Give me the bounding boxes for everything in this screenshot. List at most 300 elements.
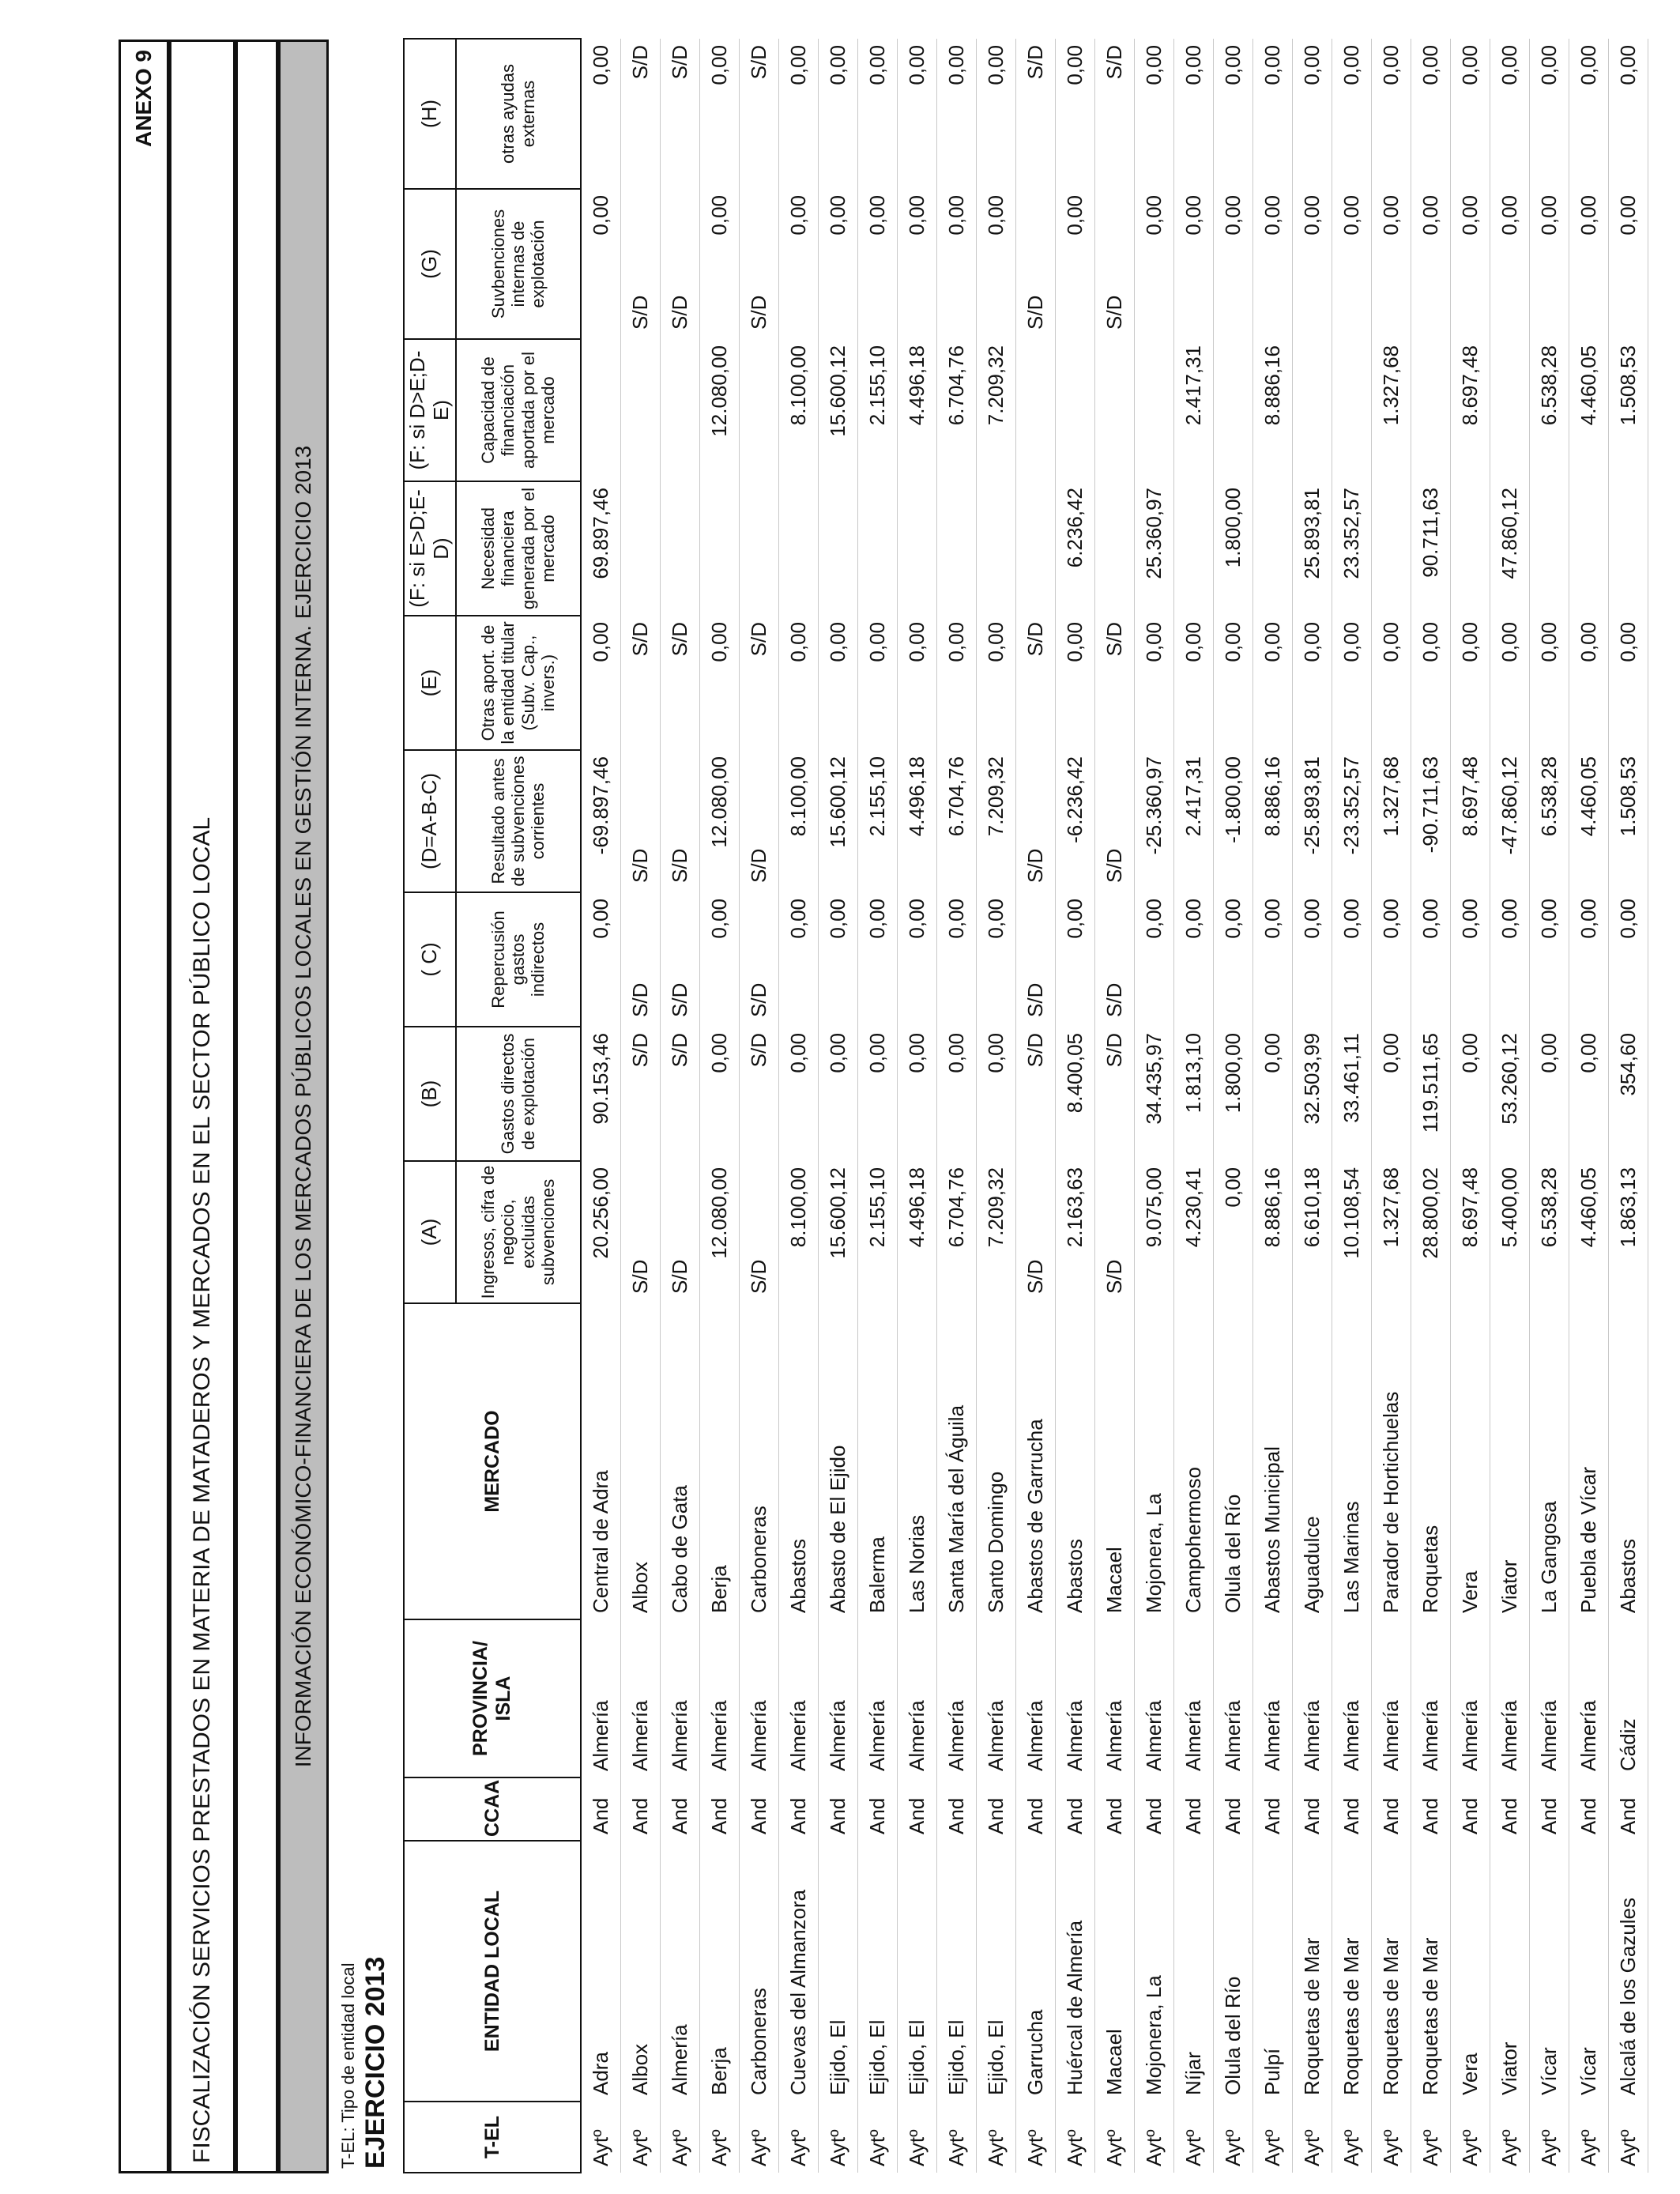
cell-c: 0,00 bbox=[1055, 892, 1094, 1027]
header-c-letter: ( C) bbox=[404, 892, 456, 1027]
header-h-desc: otras ayudas externas bbox=[456, 39, 581, 189]
cell-ccaa: And bbox=[1450, 1777, 1490, 1841]
cell-f1 bbox=[778, 481, 818, 616]
cell-a: 4.460,05 bbox=[1569, 1161, 1608, 1303]
cell-entidad: Ejido, El bbox=[897, 1841, 936, 2102]
cell-f2 bbox=[1332, 339, 1371, 481]
cell-entidad: Roquetas de Mar bbox=[1371, 1841, 1411, 2102]
cell-f2: 7.209,32 bbox=[976, 339, 1015, 481]
cell-f1 bbox=[857, 481, 897, 616]
section-title: INFORMACIÓN ECONÓMICO-FINANCIERA DE LOS MERCADOS PÚBLICOS LOCALES EN GESTIÓN INTERNA. EJERCICIO 2013 bbox=[291, 445, 315, 1768]
cell-a: S/D bbox=[1094, 1161, 1134, 1303]
cell-g: S/D bbox=[1094, 189, 1134, 339]
table-row bbox=[976, 39, 1015, 2173]
table-row bbox=[897, 39, 936, 2173]
header-g-desc: Suvbenciones internas de explotación bbox=[456, 189, 581, 339]
cell-ccaa: And bbox=[1569, 1777, 1608, 1841]
cell-entidad: Roquetas de Mar bbox=[1411, 1841, 1450, 2102]
cell-f1 bbox=[1252, 481, 1292, 616]
blank-bar bbox=[235, 40, 278, 2173]
cell-b: 0,00 bbox=[976, 1027, 1015, 1161]
cell-ccaa: And bbox=[1292, 1777, 1332, 1841]
cell-tel: Aytº bbox=[1252, 2102, 1292, 2173]
cell-a: 1.327,68 bbox=[1371, 1161, 1411, 1303]
cell-c: 0,00 bbox=[1173, 892, 1213, 1027]
cell-mercado: Abastos Municipal bbox=[1252, 1303, 1292, 1619]
cell-d: -90.711,63 bbox=[1411, 750, 1450, 892]
cell-c: 0,00 bbox=[778, 892, 818, 1027]
cell-entidad: Mojonera, La bbox=[1134, 1841, 1173, 2102]
cell-a: 5.400,00 bbox=[1490, 1161, 1529, 1303]
cell-d: S/D bbox=[1094, 750, 1134, 892]
cell-tel: Aytº bbox=[976, 2102, 1015, 2173]
cell-h: 0,00 bbox=[1055, 39, 1094, 189]
cell-f2 bbox=[1094, 339, 1134, 481]
cell-ccaa: And bbox=[1134, 1777, 1173, 1841]
cell-a: 0,00 bbox=[1213, 1161, 1252, 1303]
cell-f1 bbox=[1569, 481, 1608, 616]
header-f1-letter: (F: si E>D;E-D) bbox=[404, 481, 456, 616]
cell-entidad: Alcalá de los Gazules bbox=[1608, 1841, 1648, 2102]
cell-e: 0,00 bbox=[818, 616, 857, 750]
cell-h: S/D bbox=[1015, 39, 1055, 189]
cell-a: 9.075,00 bbox=[1134, 1161, 1173, 1303]
cell-ccaa: And bbox=[660, 1777, 699, 1841]
cell-a: 8.100,00 bbox=[778, 1161, 818, 1303]
cell-provincia: Almería bbox=[739, 1619, 778, 1777]
cell-c: 0,00 bbox=[936, 892, 976, 1027]
table-row bbox=[1134, 39, 1173, 2173]
cell-b: 0,00 bbox=[1450, 1027, 1490, 1161]
cell-f2 bbox=[581, 339, 621, 481]
cell-f2 bbox=[620, 339, 660, 481]
cell-h: 0,00 bbox=[1411, 39, 1450, 189]
cell-e: 0,00 bbox=[1490, 616, 1529, 750]
cell-b: 0,00 bbox=[897, 1027, 936, 1161]
cell-c: 0,00 bbox=[1529, 892, 1569, 1027]
cell-mercado: Viator bbox=[1490, 1303, 1529, 1619]
cell-f2: 4.460,05 bbox=[1569, 339, 1608, 481]
cell-b: 0,00 bbox=[1371, 1027, 1411, 1161]
cell-d: 15.600,12 bbox=[818, 750, 857, 892]
cell-entidad: Huércal de Almería bbox=[1055, 1841, 1094, 2102]
cell-h: 0,00 bbox=[936, 39, 976, 189]
cell-mercado: Abastos bbox=[1055, 1303, 1094, 1619]
header-b-desc: Gastos directos de explotación bbox=[456, 1027, 581, 1161]
cell-entidad: Carboneras bbox=[739, 1841, 778, 2102]
cell-provincia: Almería bbox=[699, 1619, 739, 1777]
cell-f1 bbox=[1529, 481, 1569, 616]
annex-bar bbox=[119, 40, 169, 2173]
cell-a: S/D bbox=[739, 1161, 778, 1303]
header-e-desc: Otras aport. de la entidad titular (Subv. Cap., invers.) bbox=[456, 616, 581, 750]
cell-tel: Aytº bbox=[1569, 2102, 1608, 2173]
cell-c: 0,00 bbox=[1608, 892, 1648, 1027]
cell-tel: Aytº bbox=[620, 2102, 660, 2173]
cell-provincia: Almería bbox=[581, 1619, 621, 1777]
cell-ccaa: And bbox=[1094, 1777, 1134, 1841]
cell-c: S/D bbox=[660, 892, 699, 1027]
cell-f1: 25.360,97 bbox=[1134, 481, 1173, 616]
cell-f2 bbox=[1213, 339, 1252, 481]
cell-g: 0,00 bbox=[1252, 189, 1292, 339]
cell-e: 0,00 bbox=[778, 616, 818, 750]
cell-provincia: Almería bbox=[1015, 1619, 1055, 1777]
cell-e: 0,00 bbox=[1134, 616, 1173, 750]
cell-h: S/D bbox=[660, 39, 699, 189]
cell-tel: Aytº bbox=[778, 2102, 818, 2173]
cell-a: 2.155,10 bbox=[857, 1161, 897, 1303]
cell-h: 0,00 bbox=[1450, 39, 1490, 189]
report-title: FISCALIZACIÓN SERVICIOS PRESTADOS EN MATERIA DE MATADEROS Y MERCADOS EN EL SECTOR PÚBLICO LOCAL bbox=[189, 816, 215, 2163]
cell-e: 0,00 bbox=[897, 616, 936, 750]
cell-f2 bbox=[1490, 339, 1529, 481]
cell-mercado: Carboneras bbox=[739, 1303, 778, 1619]
header-tel: T-EL bbox=[404, 2102, 581, 2173]
cell-provincia: Cádiz bbox=[1608, 1619, 1648, 1777]
header-d-letter: (D=A-B-C) bbox=[404, 750, 456, 892]
cell-ccaa: And bbox=[1608, 1777, 1648, 1841]
cell-b: 0,00 bbox=[778, 1027, 818, 1161]
cell-d: 6.538,28 bbox=[1529, 750, 1569, 892]
header-h-letter: (H) bbox=[404, 39, 456, 189]
cell-f2 bbox=[1292, 339, 1332, 481]
cell-c: 0,00 bbox=[1213, 892, 1252, 1027]
cell-tel: Aytº bbox=[1213, 2102, 1252, 2173]
cell-f1 bbox=[660, 481, 699, 616]
cell-c: 0,00 bbox=[897, 892, 936, 1027]
cell-e: 0,00 bbox=[581, 616, 621, 750]
cell-d: 8.886,16 bbox=[1252, 750, 1292, 892]
cell-g: 0,00 bbox=[1529, 189, 1569, 339]
cell-h: 0,00 bbox=[1569, 39, 1608, 189]
table-row bbox=[1450, 39, 1490, 2173]
cell-f1 bbox=[976, 481, 1015, 616]
header-d-desc: Resultado antes de subvenciones corrientes bbox=[456, 750, 581, 892]
cell-g: 0,00 bbox=[897, 189, 936, 339]
cell-f1: 69.897,46 bbox=[581, 481, 621, 616]
cell-h: 0,00 bbox=[857, 39, 897, 189]
cell-ccaa: And bbox=[581, 1777, 621, 1841]
cell-f1: 25.893,81 bbox=[1292, 481, 1332, 616]
rotated-page bbox=[119, 40, 1640, 2173]
cell-f1: 1.800,00 bbox=[1213, 481, 1252, 616]
cell-a: 15.600,12 bbox=[818, 1161, 857, 1303]
cell-h: 0,00 bbox=[1608, 39, 1648, 189]
cell-g: 0,00 bbox=[857, 189, 897, 339]
cell-provincia: Almería bbox=[1094, 1619, 1134, 1777]
report-title-bar bbox=[169, 40, 235, 2173]
cell-e: 0,00 bbox=[1411, 616, 1450, 750]
cell-f2: 4.496,18 bbox=[897, 339, 936, 481]
cell-b: 0,00 bbox=[1569, 1027, 1608, 1161]
annex-label: ANEXO 9 bbox=[131, 50, 156, 147]
cell-e: 0,00 bbox=[1529, 616, 1569, 750]
cell-d: 8.697,48 bbox=[1450, 750, 1490, 892]
cell-tel: Aytº bbox=[1015, 2102, 1055, 2173]
header-a-desc: Ingresos, cifra de negocio, excluidas subvenciones bbox=[456, 1161, 581, 1303]
cell-a: 6.538,28 bbox=[1529, 1161, 1569, 1303]
cell-b: S/D bbox=[660, 1027, 699, 1161]
cell-tel: Aytº bbox=[1055, 2102, 1094, 2173]
cell-ccaa: And bbox=[1055, 1777, 1094, 1841]
cell-tel: Aytº bbox=[1411, 2102, 1450, 2173]
cell-d: 4.496,18 bbox=[897, 750, 936, 892]
cell-f2 bbox=[1411, 339, 1450, 481]
cell-mercado: Albox bbox=[620, 1303, 660, 1619]
cell-ccaa: And bbox=[857, 1777, 897, 1841]
cell-e: S/D bbox=[1094, 616, 1134, 750]
cell-ccaa: And bbox=[1173, 1777, 1213, 1841]
cell-h: 0,00 bbox=[778, 39, 818, 189]
cell-provincia: Almería bbox=[1213, 1619, 1252, 1777]
cell-c: 0,00 bbox=[857, 892, 897, 1027]
table-row bbox=[1529, 39, 1569, 2173]
cell-mercado: Abasto de El Ejido bbox=[818, 1303, 857, 1619]
cell-a: 8.886,16 bbox=[1252, 1161, 1292, 1303]
table-row bbox=[1213, 39, 1252, 2173]
table-row bbox=[778, 39, 818, 2173]
cell-g: 0,00 bbox=[1055, 189, 1094, 339]
cell-g: S/D bbox=[1015, 189, 1055, 339]
table-row bbox=[699, 39, 739, 2173]
cell-a: 7.209,32 bbox=[976, 1161, 1015, 1303]
cell-g: 0,00 bbox=[1332, 189, 1371, 339]
cell-tel: Aytº bbox=[581, 2102, 621, 2173]
cell-entidad: Níjar bbox=[1173, 1841, 1213, 2102]
cell-provincia: Almería bbox=[1371, 1619, 1411, 1777]
table-row bbox=[1569, 39, 1608, 2173]
cell-f2: 12.080,00 bbox=[699, 339, 739, 481]
header-c-desc: Repercusión gastos indirectos bbox=[456, 892, 581, 1027]
cell-a: 2.163,63 bbox=[1055, 1161, 1094, 1303]
cell-g: 0,00 bbox=[1569, 189, 1608, 339]
header-e-letter: (E) bbox=[404, 616, 456, 750]
year-title: EJERCICIO 2013 bbox=[360, 1956, 390, 2169]
cell-ccaa: And bbox=[620, 1777, 660, 1841]
cell-tel: Aytº bbox=[857, 2102, 897, 2173]
cell-f1: 90.711,63 bbox=[1411, 481, 1450, 616]
cell-d: -25.360,97 bbox=[1134, 750, 1173, 892]
table-row bbox=[1094, 39, 1134, 2173]
cell-e: 0,00 bbox=[1213, 616, 1252, 750]
cell-provincia: Almería bbox=[1332, 1619, 1371, 1777]
cell-g: 0,00 bbox=[936, 189, 976, 339]
cell-f2: 8.886,16 bbox=[1252, 339, 1292, 481]
header-entidad: ENTIDAD LOCAL bbox=[404, 1841, 581, 2102]
cell-d: -69.897,46 bbox=[581, 750, 621, 892]
table-row bbox=[1055, 39, 1094, 2173]
cell-mercado: Berja bbox=[699, 1303, 739, 1619]
cell-g: S/D bbox=[739, 189, 778, 339]
cell-b: 119.511,65 bbox=[1411, 1027, 1450, 1161]
table-body bbox=[581, 39, 1648, 2173]
cell-f2: 1.327,68 bbox=[1371, 339, 1411, 481]
cell-e: 0,00 bbox=[1252, 616, 1292, 750]
cell-entidad: Albox bbox=[620, 1841, 660, 2102]
cell-a: 28.800,02 bbox=[1411, 1161, 1450, 1303]
cell-ccaa: And bbox=[1213, 1777, 1252, 1841]
cell-mercado: Santa María del Águila bbox=[936, 1303, 976, 1619]
markets-table bbox=[403, 38, 1648, 2173]
cell-ccaa: And bbox=[1371, 1777, 1411, 1841]
cell-g: 0,00 bbox=[1292, 189, 1332, 339]
cell-entidad: Cuevas del Almanzora bbox=[778, 1841, 818, 2102]
cell-ccaa: And bbox=[897, 1777, 936, 1841]
cell-d: 2.417,31 bbox=[1173, 750, 1213, 892]
cell-g: S/D bbox=[660, 189, 699, 339]
cell-d: 6.704,76 bbox=[936, 750, 976, 892]
cell-entidad: Ejido, El bbox=[936, 1841, 976, 2102]
cell-provincia: Almería bbox=[1173, 1619, 1213, 1777]
cell-mercado: Las Norias bbox=[897, 1303, 936, 1619]
cell-provincia: Almería bbox=[1490, 1619, 1529, 1777]
cell-b: 0,00 bbox=[1252, 1027, 1292, 1161]
cell-b: 8.400,05 bbox=[1055, 1027, 1094, 1161]
cell-h: S/D bbox=[739, 39, 778, 189]
cell-b: 1.813,10 bbox=[1173, 1027, 1213, 1161]
cell-a: 1.863,13 bbox=[1608, 1161, 1648, 1303]
cell-d: -47.860,12 bbox=[1490, 750, 1529, 892]
cell-h: 0,00 bbox=[1213, 39, 1252, 189]
table-row bbox=[1015, 39, 1055, 2173]
cell-a: S/D bbox=[660, 1161, 699, 1303]
cell-b: 32.503,99 bbox=[1292, 1027, 1332, 1161]
cell-c: 0,00 bbox=[976, 892, 1015, 1027]
cell-f1: 6.236,42 bbox=[1055, 481, 1094, 616]
cell-b: 0,00 bbox=[857, 1027, 897, 1161]
cell-mercado: Las Marinas bbox=[1332, 1303, 1371, 1619]
table-row bbox=[936, 39, 976, 2173]
cell-g: 0,00 bbox=[1490, 189, 1529, 339]
cell-a: 10.108,54 bbox=[1332, 1161, 1371, 1303]
cell-c: 0,00 bbox=[1569, 892, 1608, 1027]
cell-mercado: Abastos bbox=[778, 1303, 818, 1619]
cell-h: 0,00 bbox=[699, 39, 739, 189]
cell-a: 6.610,18 bbox=[1292, 1161, 1332, 1303]
cell-provincia: Almería bbox=[897, 1619, 936, 1777]
cell-e: 0,00 bbox=[1608, 616, 1648, 750]
cell-b: 34.435,97 bbox=[1134, 1027, 1173, 1161]
cell-ccaa: And bbox=[778, 1777, 818, 1841]
cell-g: 0,00 bbox=[1608, 189, 1648, 339]
cell-h: 0,00 bbox=[581, 39, 621, 189]
cell-h: 0,00 bbox=[818, 39, 857, 189]
cell-g: S/D bbox=[620, 189, 660, 339]
cell-f1 bbox=[936, 481, 976, 616]
cell-d: 1.327,68 bbox=[1371, 750, 1411, 892]
cell-c: 0,00 bbox=[1371, 892, 1411, 1027]
header-a-letter: (A) bbox=[404, 1161, 456, 1303]
cell-d: S/D bbox=[739, 750, 778, 892]
header-f1-desc: Necesidad financiera generada por el mercado bbox=[456, 481, 581, 616]
table-row bbox=[1252, 39, 1292, 2173]
table-row bbox=[660, 39, 699, 2173]
cell-g: 0,00 bbox=[699, 189, 739, 339]
cell-tel: Aytº bbox=[897, 2102, 936, 2173]
cell-tel: Aytº bbox=[699, 2102, 739, 2173]
table-row bbox=[1608, 39, 1648, 2173]
cell-entidad: Vera bbox=[1450, 1841, 1490, 2102]
cell-provincia: Almería bbox=[778, 1619, 818, 1777]
cell-c: 0,00 bbox=[1332, 892, 1371, 1027]
cell-e: 0,00 bbox=[1371, 616, 1411, 750]
cell-f2: 2.155,10 bbox=[857, 339, 897, 481]
cell-mercado: Campohermoso bbox=[1173, 1303, 1213, 1619]
cell-e: 0,00 bbox=[1173, 616, 1213, 750]
cell-tel: Aytº bbox=[1332, 2102, 1371, 2173]
cell-f2 bbox=[660, 339, 699, 481]
cell-entidad: Olula del Río bbox=[1213, 1841, 1252, 2102]
cell-f2 bbox=[1055, 339, 1094, 481]
cell-ccaa: And bbox=[699, 1777, 739, 1841]
cell-b: 0,00 bbox=[936, 1027, 976, 1161]
cell-e: S/D bbox=[620, 616, 660, 750]
cell-ccaa: And bbox=[1411, 1777, 1450, 1841]
table-row bbox=[818, 39, 857, 2173]
cell-e: 0,00 bbox=[699, 616, 739, 750]
cell-e: 0,00 bbox=[857, 616, 897, 750]
cell-provincia: Almería bbox=[1529, 1619, 1569, 1777]
cell-d: 8.100,00 bbox=[778, 750, 818, 892]
cell-c: S/D bbox=[1094, 892, 1134, 1027]
cell-d: -6.236,42 bbox=[1055, 750, 1094, 892]
cell-d: S/D bbox=[1015, 750, 1055, 892]
cell-a: 8.697,48 bbox=[1450, 1161, 1490, 1303]
cell-tel: Aytº bbox=[1450, 2102, 1490, 2173]
cell-c: 0,00 bbox=[1252, 892, 1292, 1027]
cell-f2: 1.508,53 bbox=[1608, 339, 1648, 481]
cell-c: 0,00 bbox=[699, 892, 739, 1027]
cell-b: 0,00 bbox=[818, 1027, 857, 1161]
table-row bbox=[1371, 39, 1411, 2173]
cell-tel: Aytº bbox=[1292, 2102, 1332, 2173]
cell-provincia: Almería bbox=[1569, 1619, 1608, 1777]
cell-c: S/D bbox=[1015, 892, 1055, 1027]
cell-a: S/D bbox=[1015, 1161, 1055, 1303]
table-row bbox=[857, 39, 897, 2173]
cell-f2 bbox=[1134, 339, 1173, 481]
cell-c: S/D bbox=[620, 892, 660, 1027]
cell-entidad: Viator bbox=[1490, 1841, 1529, 2102]
cell-ccaa: And bbox=[739, 1777, 778, 1841]
cell-provincia: Almería bbox=[620, 1619, 660, 1777]
table-row bbox=[620, 39, 660, 2173]
cell-ccaa: And bbox=[1490, 1777, 1529, 1841]
cell-g: 0,00 bbox=[1371, 189, 1411, 339]
cell-h: 0,00 bbox=[1173, 39, 1213, 189]
cell-tel: Aytº bbox=[1094, 2102, 1134, 2173]
cell-mercado: Central de Adra bbox=[581, 1303, 621, 1619]
cell-f2 bbox=[1015, 339, 1055, 481]
cell-mercado: Balerma bbox=[857, 1303, 897, 1619]
cell-provincia: Almería bbox=[1252, 1619, 1292, 1777]
cell-mercado: La Gangosa bbox=[1529, 1303, 1569, 1619]
cell-f2: 8.697,48 bbox=[1450, 339, 1490, 481]
cell-provincia: Almería bbox=[818, 1619, 857, 1777]
cell-a: 20.256,00 bbox=[581, 1161, 621, 1303]
cell-f2 bbox=[739, 339, 778, 481]
cell-tel: Aytº bbox=[660, 2102, 699, 2173]
cell-provincia: Almería bbox=[976, 1619, 1015, 1777]
cell-mercado: Mojonera, La bbox=[1134, 1303, 1173, 1619]
cell-d: -25.893,81 bbox=[1292, 750, 1332, 892]
cell-f2: 8.100,00 bbox=[778, 339, 818, 481]
cell-provincia: Almería bbox=[1292, 1619, 1332, 1777]
cell-f1: 23.352,57 bbox=[1332, 481, 1371, 616]
cell-e: 0,00 bbox=[936, 616, 976, 750]
cell-b: 354,60 bbox=[1608, 1027, 1648, 1161]
